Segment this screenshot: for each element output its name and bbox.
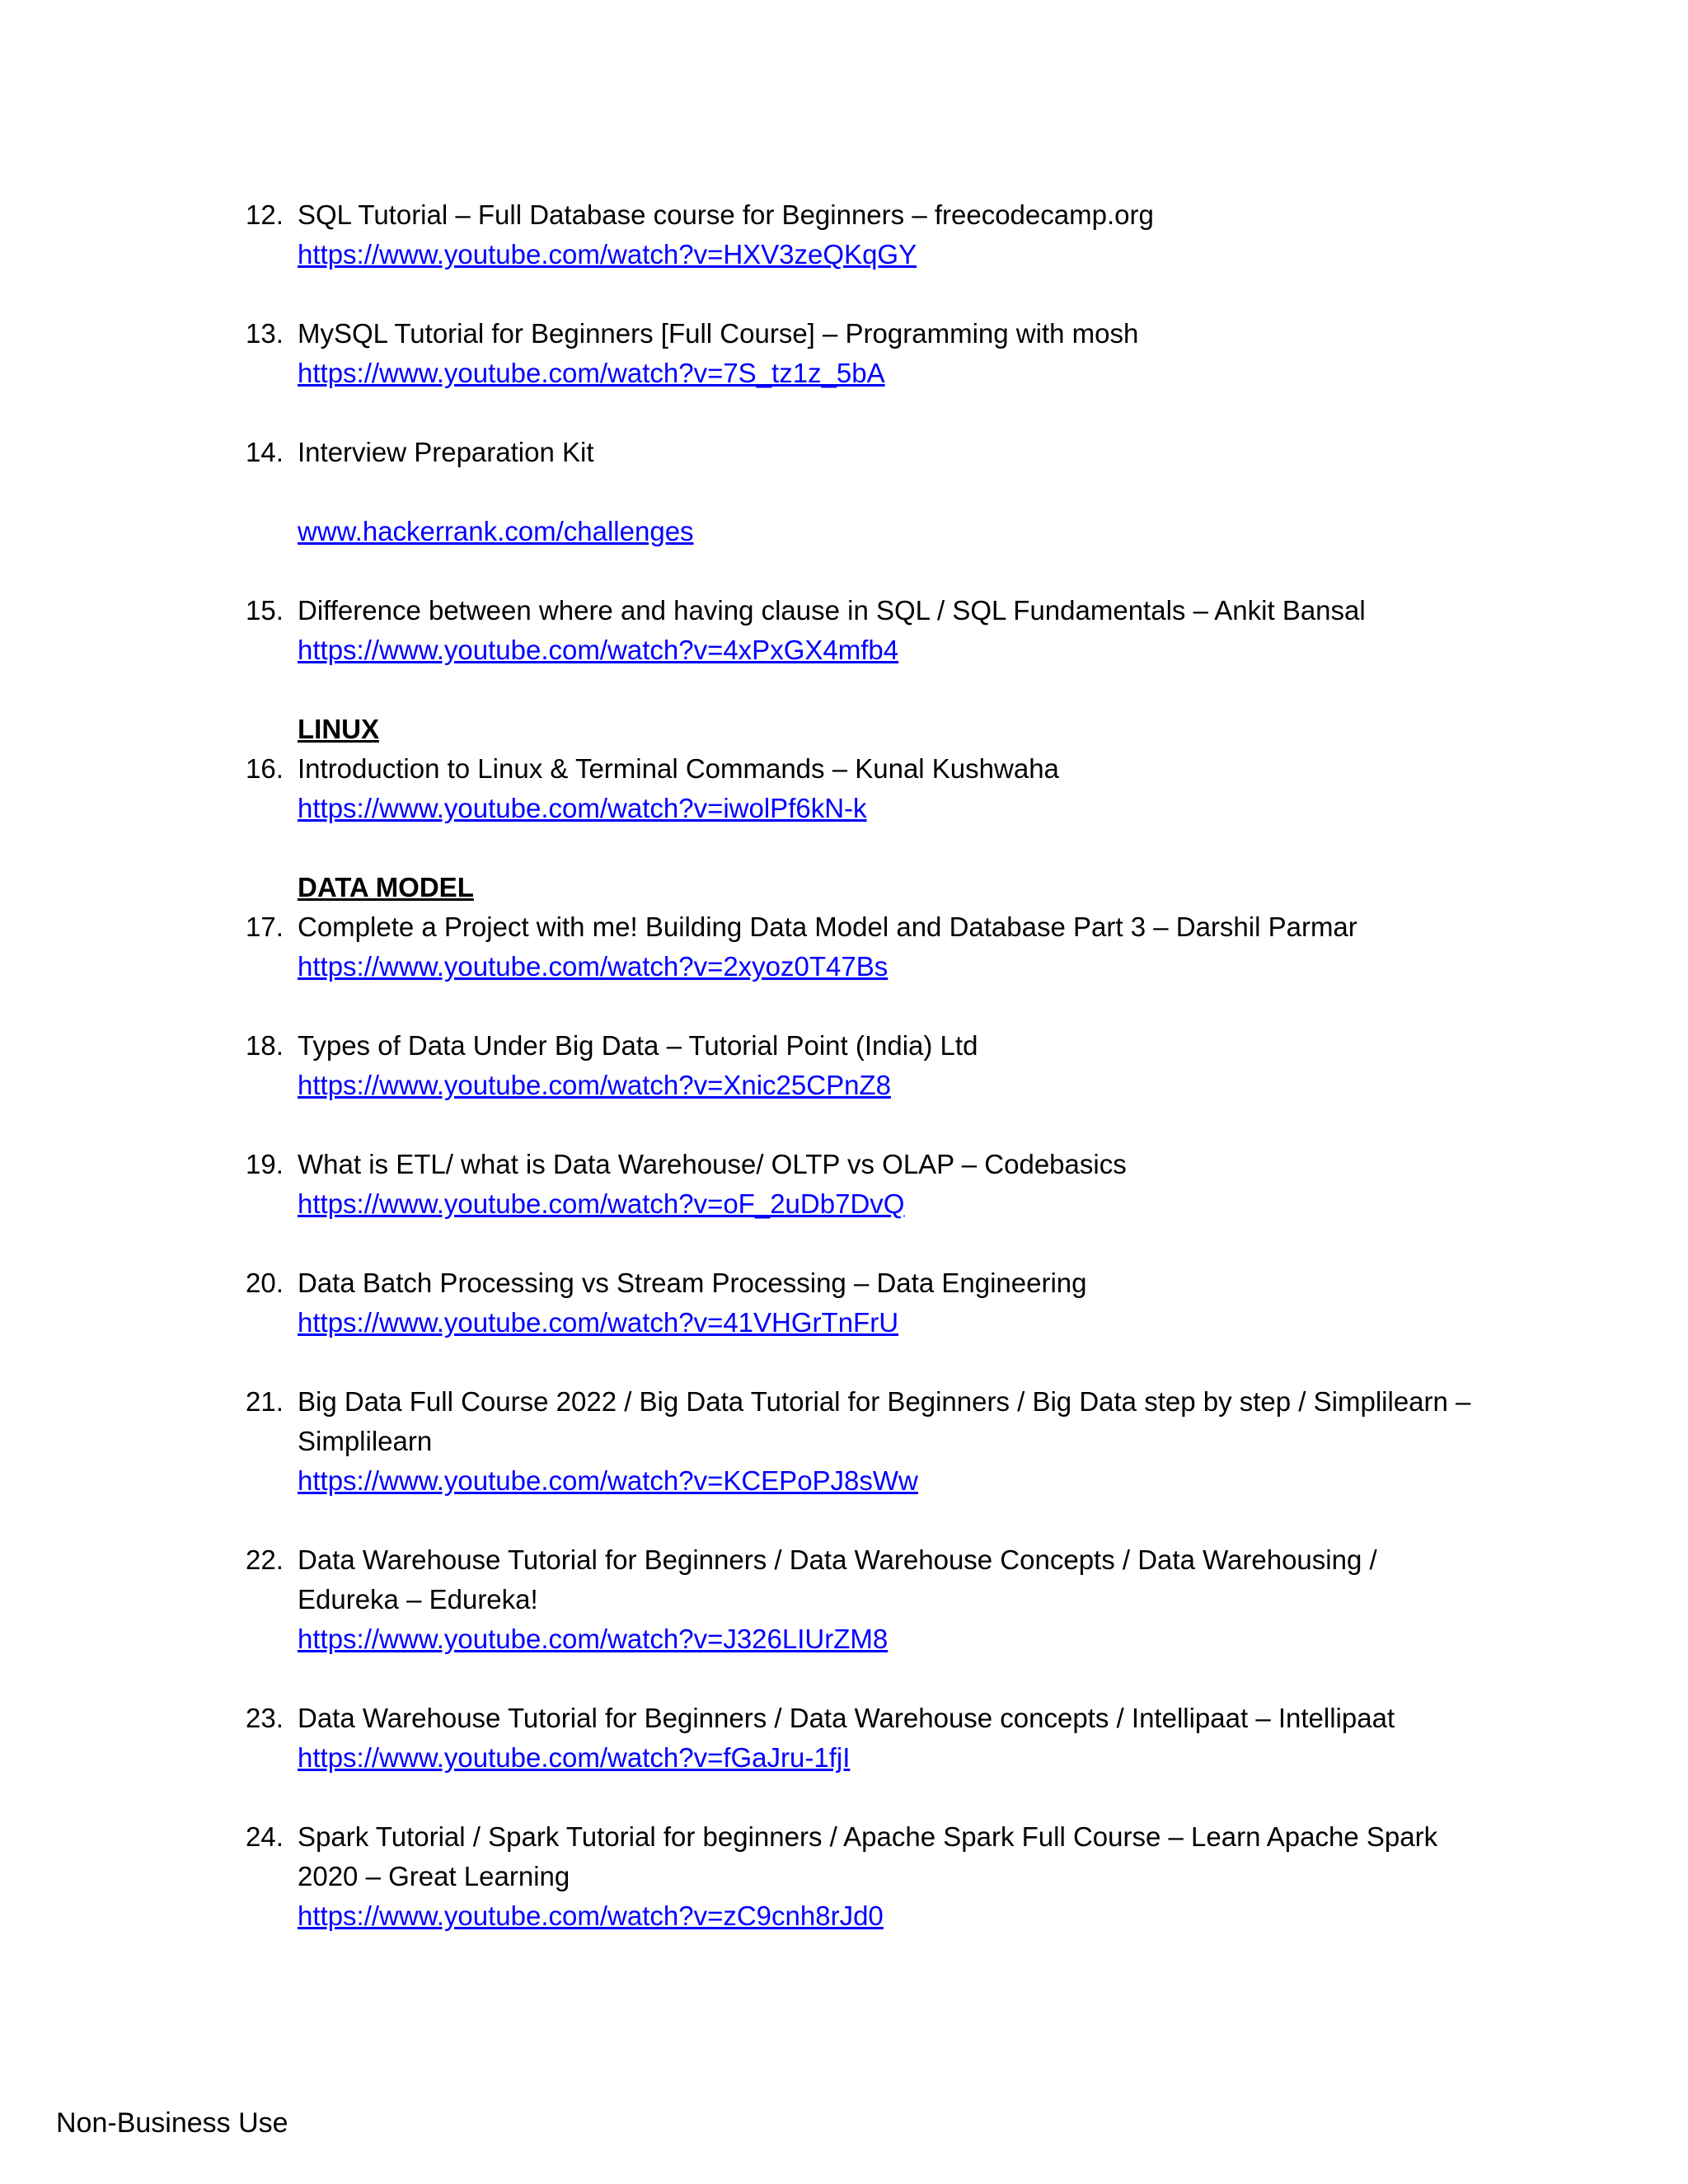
item-16-link[interactable]: https://www.youtube.com/watch?v=iwolPf6kN-k bbox=[298, 793, 867, 823]
item-24-title-line2: 2020 – Great Learning bbox=[298, 1861, 570, 1891]
footer-classification-label: Non-Business Use bbox=[56, 2107, 288, 2139]
item-18-link[interactable]: https://www.youtube.com/watch?v=Xnic25CPnZ8 bbox=[298, 1070, 891, 1100]
item-12-link[interactable]: https://www.youtube.com/watch?v=HXV3zeQKqGY bbox=[298, 239, 917, 269]
item-24-link[interactable]: https://www.youtube.com/watch?v=zC9cnh8rJd0 bbox=[298, 1900, 884, 1931]
item-13-title: MySQL Tutorial for Beginners [Full Course] – Programming with mosh bbox=[298, 318, 1139, 349]
item-23-title: Data Warehouse Tutorial for Beginners / Data Warehouse concepts / Intellipaat – Intellipaat bbox=[298, 1703, 1395, 1733]
item-17-number: 17. bbox=[246, 912, 284, 942]
item-14-title: Interview Preparation Kit bbox=[298, 437, 594, 467]
item-19-title: What is ETL/ what is Data Warehouse/ OLTP vs OLAP – Codebasics bbox=[298, 1149, 1127, 1179]
item-23-link[interactable]: https://www.youtube.com/watch?v=fGaJru-1fjI bbox=[298, 1742, 851, 1773]
item-22-number: 22. bbox=[246, 1544, 284, 1575]
section-header-linux: LINUX bbox=[298, 714, 379, 744]
item-12-number: 12. bbox=[246, 199, 284, 230]
item-20-number: 20. bbox=[246, 1268, 284, 1298]
item-21-title-line1: Big Data Full Course 2022 / Big Data Tutorial for Beginners / Big Data step by step / Simplilearn – bbox=[298, 1386, 1471, 1417]
item-21-number: 21. bbox=[246, 1386, 284, 1417]
item-21-link[interactable]: https://www.youtube.com/watch?v=KCEPoPJ8sWw bbox=[298, 1465, 918, 1496]
item-18-number: 18. bbox=[246, 1030, 284, 1061]
item-22-title-line1: Data Warehouse Tutorial for Beginners / Data Warehouse Concepts / Data Warehousing / bbox=[298, 1544, 1377, 1575]
item-20-title: Data Batch Processing vs Stream Processing – Data Engineering bbox=[298, 1268, 1087, 1298]
item-24-number: 24. bbox=[246, 1821, 284, 1852]
item-19-number: 19. bbox=[246, 1149, 284, 1179]
item-13-link[interactable]: https://www.youtube.com/watch?v=7S_tz1z_5bA bbox=[298, 358, 885, 388]
section-header-data-model: DATA MODEL bbox=[298, 872, 474, 902]
item-16-title: Introduction to Linux & Terminal Commands – Kunal Kushwaha bbox=[298, 753, 1059, 784]
item-22-link[interactable]: https://www.youtube.com/watch?v=J326LIUrZM8 bbox=[298, 1624, 889, 1654]
item-14-link[interactable]: www.hackerrank.com/challenges bbox=[298, 516, 694, 546]
item-18-title: Types of Data Under Big Data – Tutorial Point (India) Ltd bbox=[298, 1030, 978, 1061]
item-19-link[interactable]: https://www.youtube.com/watch?v=oF_2uDb7DvQ bbox=[298, 1188, 905, 1219]
item-15-number: 15. bbox=[246, 595, 284, 626]
item-16-number: 16. bbox=[246, 753, 284, 784]
item-12-title: SQL Tutorial – Full Database course for Beginners – freecodecamp.org bbox=[298, 199, 1154, 230]
item-17-link[interactable]: https://www.youtube.com/watch?v=2xyoz0T47Bs bbox=[298, 951, 889, 982]
item-13-number: 13. bbox=[246, 318, 284, 349]
item-22-title-line2: Edureka – Edureka! bbox=[298, 1584, 538, 1615]
item-20-link[interactable]: https://www.youtube.com/watch?v=41VHGrTnFrU bbox=[298, 1307, 899, 1338]
item-17-title: Complete a Project with me! Building Data Model and Database Part 3 – Darshil Parmar bbox=[298, 912, 1357, 942]
item-23-number: 23. bbox=[246, 1703, 284, 1733]
item-14-number: 14. bbox=[246, 437, 284, 467]
item-21-title-line2: Simplilearn bbox=[298, 1426, 433, 1456]
item-15-title: Difference between where and having clause in SQL / SQL Fundamentals – Ankit Bansal bbox=[298, 595, 1366, 626]
item-24-title-line1: Spark Tutorial / Spark Tutorial for beginners / Apache Spark Full Course – Learn Apache Spark bbox=[298, 1821, 1438, 1852]
item-15-link[interactable]: https://www.youtube.com/watch?v=4xPxGX4mfb4 bbox=[298, 635, 899, 665]
